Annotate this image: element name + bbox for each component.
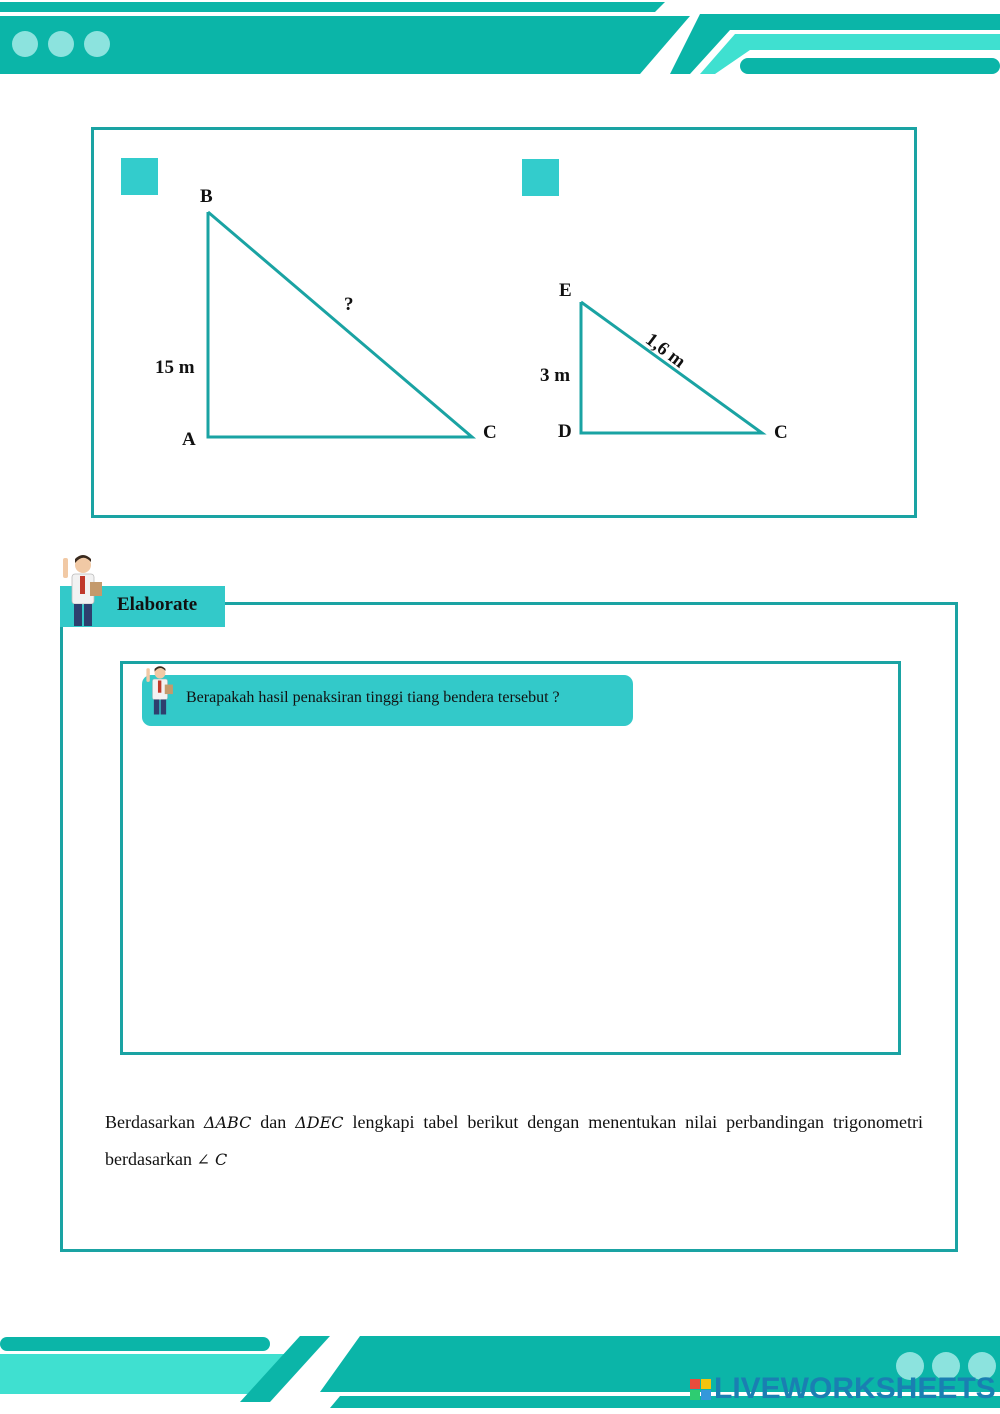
liveworksheets-logo-icon <box>690 1379 711 1400</box>
side-ab-length: 15 m <box>155 357 195 378</box>
elaborate-title: Elaborate <box>117 594 198 615</box>
vertex-e-label: E <box>559 280 572 301</box>
watermark-text: LIVEWORKSHEETS <box>714 1372 996 1405</box>
triangle-dec-symbol: ΔDEC <box>295 1113 344 1132</box>
triangle-abc-symbol: ΔABC <box>203 1113 252 1132</box>
vertex-b-label: B <box>200 186 213 207</box>
instruction-text-3: lengkapi tabel berikut dengan menentukan nilai perbandingan trigonometri berdasarkan <box>105 1112 923 1169</box>
vertex-a-label: A <box>182 429 196 450</box>
side-de-length: 3 m <box>540 365 571 386</box>
teacher-small-icon <box>143 660 177 720</box>
teacher-avatar-icon <box>58 552 108 628</box>
liveworksheets-watermark <box>690 1372 996 1406</box>
side-bc-unknown: ? <box>344 294 354 315</box>
instruction-text-2: dan <box>251 1112 296 1132</box>
vertex-c-label-dec: C <box>774 422 788 443</box>
vertex-d-label: D <box>558 421 572 442</box>
instruction-paragraph <box>105 1104 923 1178</box>
question-text: Berapakah hasil penaksiran tinggi tiang bendera tersebut ? <box>186 689 560 706</box>
angle-c-symbol: ∠ C <box>196 1150 228 1169</box>
vertex-c-label-abc: C <box>483 422 497 443</box>
side-ec-length: 1,6 m <box>641 329 690 373</box>
triangle-dec <box>0 0 1000 520</box>
instruction-text-1: Berdasarkan <box>105 1112 204 1132</box>
